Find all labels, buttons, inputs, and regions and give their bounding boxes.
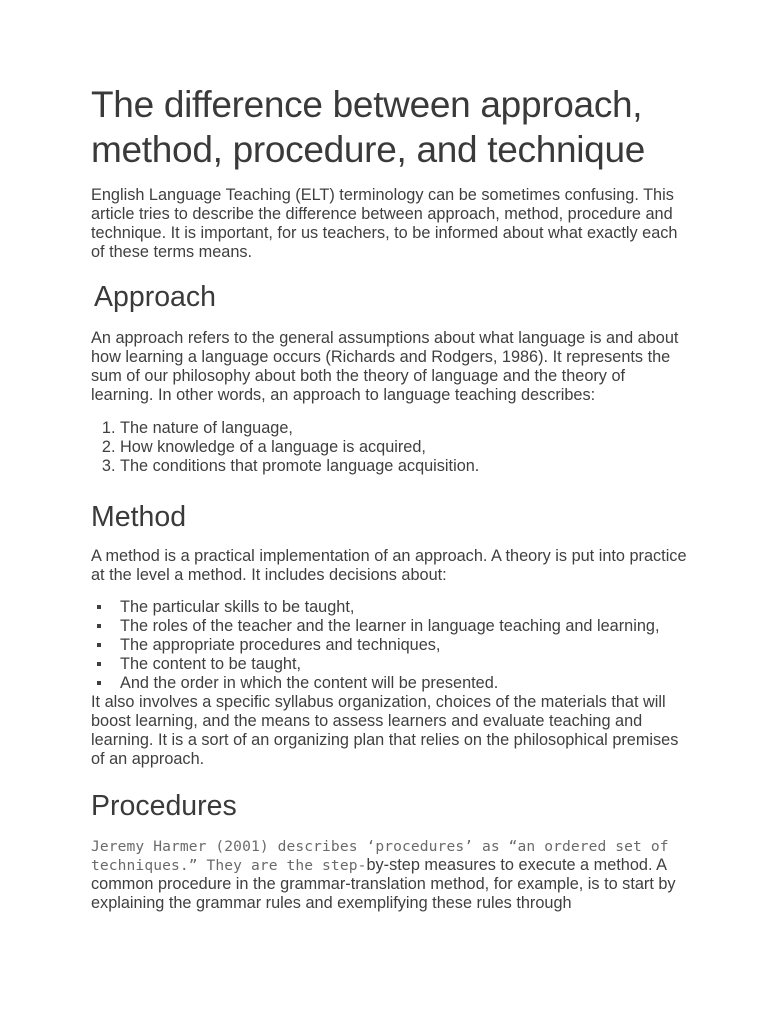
list-item-text: The roles of the teacher and the learner in language teaching and learning, <box>120 617 660 635</box>
square-bullet-icon <box>97 605 101 609</box>
list-item-text: The appropriate procedures and techniques, <box>120 636 441 654</box>
approach-paragraph: An approach refers to the general assumptions about what language is and about how learning a language occurs (Richards and Rodgers, 1986). It represents the sum of our philosophy about both the theory of language and the theory of learning. In other words, an approach to language teaching describes: <box>91 329 679 404</box>
list-item: 3. The conditions that promote language acquisition. <box>120 457 691 476</box>
approach-heading: Approach <box>94 281 217 313</box>
procedures-paragraph <box>91 837 691 913</box>
list-item-text: The content to be taught, <box>120 655 302 673</box>
method-bullet-list <box>91 598 691 693</box>
method-paragraph-2: It also involves a specific syllabus organization, choices of the materials that will boost learning, and the means to assess learners and evaluate teaching and learning. It is a sort of an organizing plan that relies on the philosophical premises of an approach. <box>91 693 679 768</box>
method-heading: Method <box>91 501 187 533</box>
list-item: 1. The nature of language, <box>120 419 691 438</box>
square-bullet-icon <box>97 681 101 685</box>
document-page <box>91 82 691 913</box>
square-bullet-icon <box>97 662 101 666</box>
page-title: The difference between approach, method, procedure, and technique <box>91 84 646 170</box>
list-item: 2. How knowledge of a language is acquired, <box>120 438 691 457</box>
list-item <box>91 674 691 693</box>
square-bullet-icon <box>97 643 101 647</box>
list-item <box>91 598 691 617</box>
list-item <box>91 655 691 674</box>
list-item-text: The particular skills to be taught, <box>120 598 355 616</box>
procedures-heading: Procedures <box>91 790 237 822</box>
intro-paragraph: English Language Teaching (ELT) terminology can be sometimes confusing. This article tries to describe the difference between approach, method, procedure and technique. It is important, for us teachers, to be informed about what exactly each of these terms means. <box>91 186 678 261</box>
method-paragraph: A method is a practical implementation of an approach. A theory is put into practice at the level a method. It includes decisions about: <box>91 547 687 584</box>
square-bullet-icon <box>97 624 101 628</box>
list-item <box>91 617 691 636</box>
list-item-text: And the order in which the content will be presented. <box>120 674 499 692</box>
harmer-quote: Jeremy Harmer (2001) describes ‘procedures’ as “an ordered set of techniques.” They are the step- <box>91 838 669 874</box>
approach-list <box>91 419 691 476</box>
procedures-text: by-step measures to execute a method. A common procedure in the grammar-translation method, for example, is to start by explaining the grammar rules and exemplifying these rules through <box>91 856 676 912</box>
list-item <box>91 636 691 655</box>
